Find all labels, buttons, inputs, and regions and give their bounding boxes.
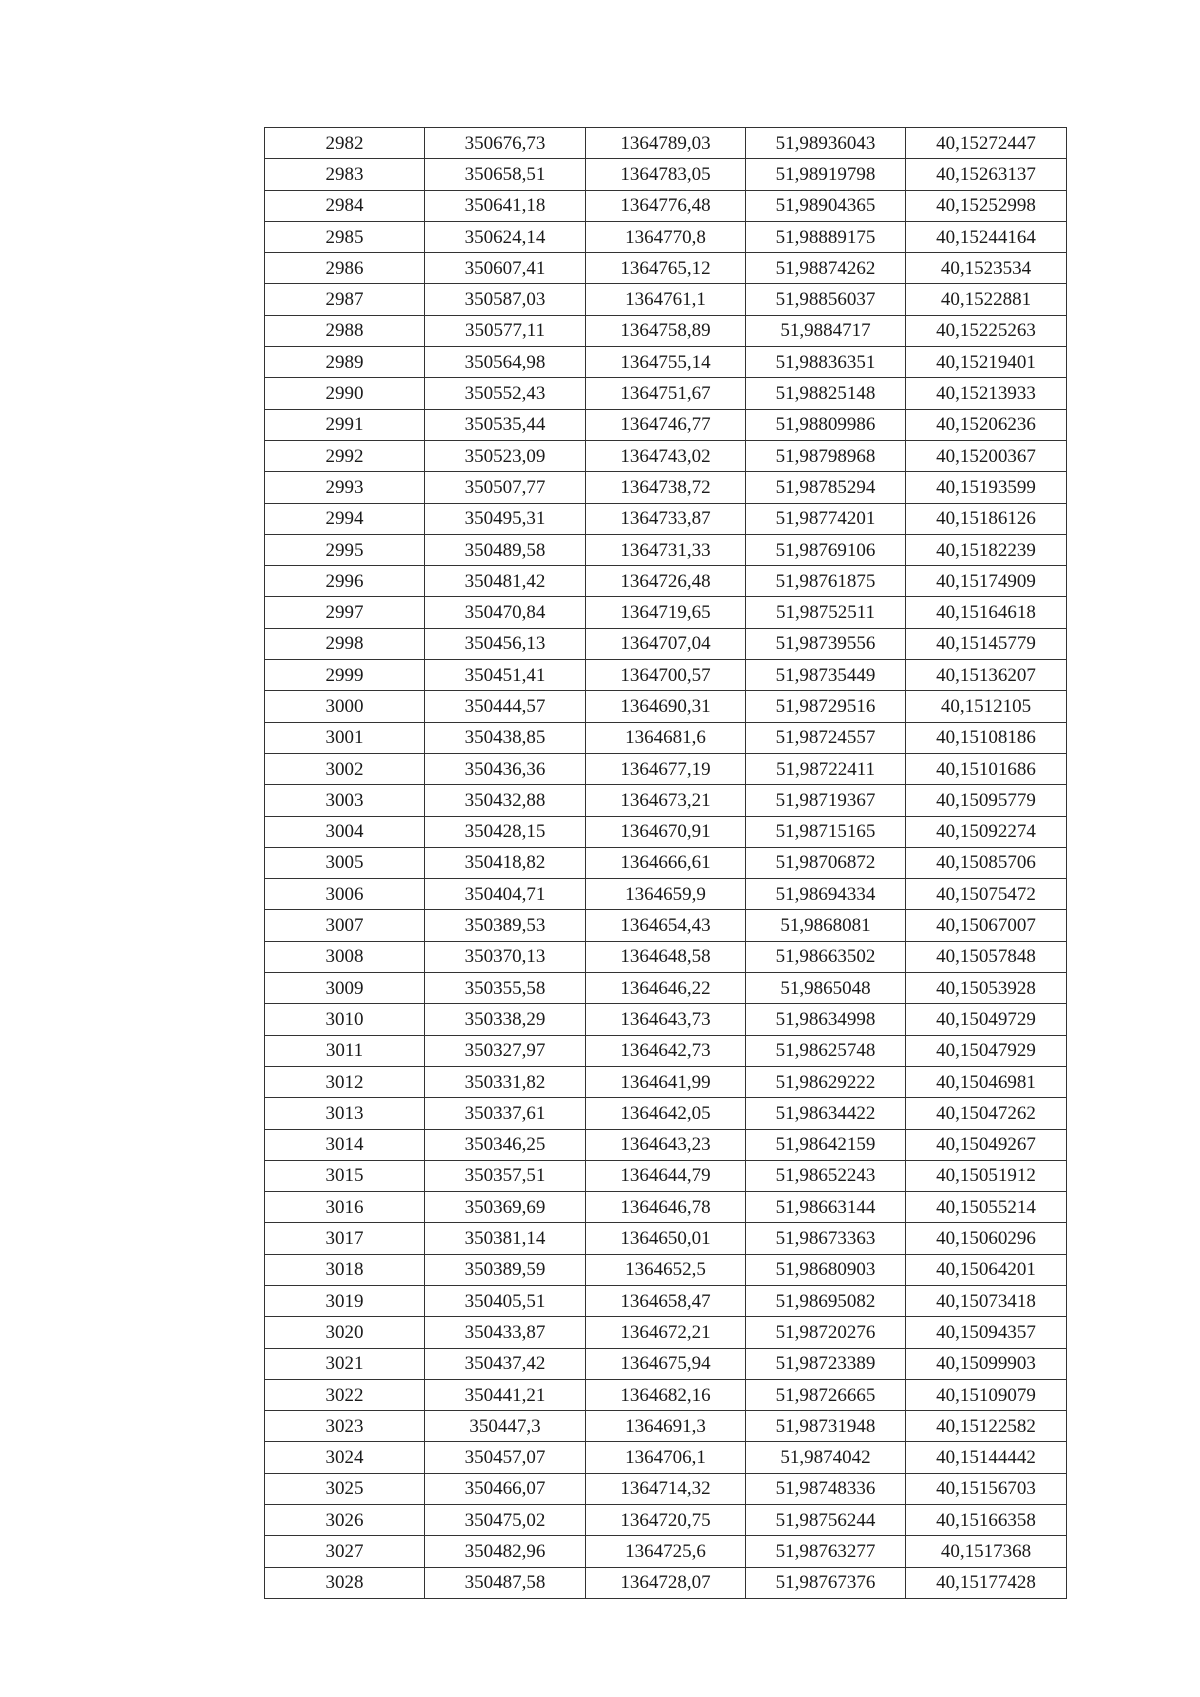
point-number-cell: 2993 — [265, 472, 425, 503]
point-number-cell: 3008 — [265, 941, 425, 972]
table-row — [265, 440, 1067, 471]
latitude-cell: 51,98825148 — [746, 378, 906, 409]
point-number-cell: 3023 — [265, 1411, 425, 1442]
table-row — [265, 1129, 1067, 1160]
y-coordinate-cell: 1364675,94 — [586, 1348, 746, 1379]
table-row — [265, 378, 1067, 409]
latitude-cell: 51,98785294 — [746, 472, 906, 503]
y-coordinate-cell: 1364770,8 — [586, 221, 746, 252]
latitude-cell: 51,98625748 — [746, 1035, 906, 1066]
x-coordinate-cell: 350475,02 — [425, 1505, 586, 1536]
table-row — [265, 409, 1067, 440]
latitude-cell: 51,98809986 — [746, 409, 906, 440]
table-row — [265, 910, 1067, 941]
table-row — [265, 472, 1067, 503]
x-coordinate-cell: 350456,13 — [425, 628, 586, 659]
table-row — [265, 190, 1067, 221]
x-coordinate-cell: 350451,41 — [425, 660, 586, 691]
table-row — [265, 566, 1067, 597]
x-coordinate-cell: 350389,53 — [425, 910, 586, 941]
x-coordinate-cell: 350552,43 — [425, 378, 586, 409]
x-coordinate-cell: 350482,96 — [425, 1536, 586, 1567]
y-coordinate-cell: 1364743,02 — [586, 440, 746, 471]
x-coordinate-cell: 350405,51 — [425, 1285, 586, 1316]
longitude-cell: 40,1523534 — [906, 253, 1067, 284]
latitude-cell: 51,9868081 — [746, 910, 906, 941]
point-number-cell: 3027 — [265, 1536, 425, 1567]
table-row — [265, 1066, 1067, 1097]
latitude-cell: 51,98663502 — [746, 941, 906, 972]
y-coordinate-cell: 1364783,05 — [586, 159, 746, 190]
table-row — [265, 816, 1067, 847]
x-coordinate-cell: 350481,42 — [425, 566, 586, 597]
table-row — [265, 973, 1067, 1004]
x-coordinate-cell: 350355,58 — [425, 973, 586, 1004]
x-coordinate-cell: 350404,71 — [425, 879, 586, 910]
latitude-cell: 51,98634422 — [746, 1098, 906, 1129]
y-coordinate-cell: 1364719,65 — [586, 597, 746, 628]
longitude-cell: 40,15122582 — [906, 1411, 1067, 1442]
longitude-cell: 40,15109079 — [906, 1379, 1067, 1410]
y-coordinate-cell: 1364720,75 — [586, 1505, 746, 1536]
table-row — [265, 1192, 1067, 1223]
x-coordinate-cell: 350338,29 — [425, 1004, 586, 1035]
y-coordinate-cell: 1364677,19 — [586, 753, 746, 784]
y-coordinate-cell: 1364670,91 — [586, 816, 746, 847]
table-row — [265, 1098, 1067, 1129]
latitude-cell: 51,98774201 — [746, 503, 906, 534]
point-number-cell: 3028 — [265, 1567, 425, 1598]
point-number-cell: 2985 — [265, 221, 425, 252]
longitude-cell: 40,15193599 — [906, 472, 1067, 503]
y-coordinate-cell: 1364726,48 — [586, 566, 746, 597]
point-number-cell: 3011 — [265, 1035, 425, 1066]
point-number-cell: 2996 — [265, 566, 425, 597]
x-coordinate-cell: 350346,25 — [425, 1129, 586, 1160]
longitude-cell: 40,15049729 — [906, 1004, 1067, 1035]
table-row — [265, 879, 1067, 910]
longitude-cell: 40,15200367 — [906, 440, 1067, 471]
longitude-cell: 40,15047262 — [906, 1098, 1067, 1129]
longitude-cell: 40,15145779 — [906, 628, 1067, 659]
longitude-cell: 40,15095779 — [906, 785, 1067, 816]
x-coordinate-cell: 350357,51 — [425, 1160, 586, 1191]
y-coordinate-cell: 1364776,48 — [586, 190, 746, 221]
latitude-cell: 51,98748336 — [746, 1473, 906, 1504]
y-coordinate-cell: 1364725,6 — [586, 1536, 746, 1567]
point-number-cell: 3012 — [265, 1066, 425, 1097]
y-coordinate-cell: 1364659,9 — [586, 879, 746, 910]
latitude-cell: 51,98763277 — [746, 1536, 906, 1567]
longitude-cell: 40,15101686 — [906, 753, 1067, 784]
x-coordinate-cell: 350607,41 — [425, 253, 586, 284]
y-coordinate-cell: 1364738,72 — [586, 472, 746, 503]
latitude-cell: 51,98919798 — [746, 159, 906, 190]
x-coordinate-cell: 350436,36 — [425, 753, 586, 784]
point-number-cell: 3002 — [265, 753, 425, 784]
point-number-cell: 3014 — [265, 1129, 425, 1160]
longitude-cell: 40,15244164 — [906, 221, 1067, 252]
point-number-cell: 2986 — [265, 253, 425, 284]
y-coordinate-cell: 1364650,01 — [586, 1223, 746, 1254]
point-number-cell: 3006 — [265, 879, 425, 910]
longitude-cell: 40,15272447 — [906, 128, 1067, 159]
latitude-cell: 51,98904365 — [746, 190, 906, 221]
y-coordinate-cell: 1364643,73 — [586, 1004, 746, 1035]
x-coordinate-cell: 350577,11 — [425, 315, 586, 346]
latitude-cell: 51,98856037 — [746, 284, 906, 315]
longitude-cell: 40,15219401 — [906, 347, 1067, 378]
latitude-cell: 51,98767376 — [746, 1567, 906, 1598]
longitude-cell: 40,15186126 — [906, 503, 1067, 534]
table-row — [265, 941, 1067, 972]
longitude-cell: 40,15213933 — [906, 378, 1067, 409]
longitude-cell: 40,15108186 — [906, 722, 1067, 753]
table-row — [265, 503, 1067, 534]
table-row — [265, 128, 1067, 159]
longitude-cell: 40,15136207 — [906, 660, 1067, 691]
latitude-cell: 51,9884717 — [746, 315, 906, 346]
latitude-cell: 51,98719367 — [746, 785, 906, 816]
x-coordinate-cell: 350624,14 — [425, 221, 586, 252]
point-number-cell: 2987 — [265, 284, 425, 315]
latitude-cell: 51,98634998 — [746, 1004, 906, 1035]
y-coordinate-cell: 1364654,43 — [586, 910, 746, 941]
point-number-cell: 3000 — [265, 691, 425, 722]
longitude-cell: 40,15166358 — [906, 1505, 1067, 1536]
y-coordinate-cell: 1364755,14 — [586, 347, 746, 378]
longitude-cell: 40,15174909 — [906, 566, 1067, 597]
latitude-cell: 51,98798968 — [746, 440, 906, 471]
y-coordinate-cell: 1364644,79 — [586, 1160, 746, 1191]
point-number-cell: 2991 — [265, 409, 425, 440]
x-coordinate-cell: 350507,77 — [425, 472, 586, 503]
longitude-cell: 40,15252998 — [906, 190, 1067, 221]
latitude-cell: 51,98629222 — [746, 1066, 906, 1097]
point-number-cell: 3017 — [265, 1223, 425, 1254]
point-number-cell: 2984 — [265, 190, 425, 221]
point-number-cell: 2992 — [265, 440, 425, 471]
longitude-cell: 40,15051912 — [906, 1160, 1067, 1191]
longitude-cell: 40,15060296 — [906, 1223, 1067, 1254]
latitude-cell: 51,9874042 — [746, 1442, 906, 1473]
table-row — [265, 722, 1067, 753]
table-row — [265, 159, 1067, 190]
latitude-cell: 51,98722411 — [746, 753, 906, 784]
x-coordinate-cell: 350327,97 — [425, 1035, 586, 1066]
longitude-cell: 40,15094357 — [906, 1317, 1067, 1348]
table-row — [265, 1035, 1067, 1066]
longitude-cell: 40,15099903 — [906, 1348, 1067, 1379]
x-coordinate-cell: 350389,59 — [425, 1254, 586, 1285]
point-number-cell: 2988 — [265, 315, 425, 346]
latitude-cell: 51,98724557 — [746, 722, 906, 753]
latitude-cell: 51,98720276 — [746, 1317, 906, 1348]
table-row — [265, 1379, 1067, 1410]
latitude-cell: 51,98723389 — [746, 1348, 906, 1379]
point-number-cell: 3025 — [265, 1473, 425, 1504]
table-row — [265, 660, 1067, 691]
latitude-cell: 51,98673363 — [746, 1223, 906, 1254]
x-coordinate-cell: 350444,57 — [425, 691, 586, 722]
point-number-cell: 3010 — [265, 1004, 425, 1035]
table-row — [265, 1254, 1067, 1285]
x-coordinate-cell: 350433,87 — [425, 1317, 586, 1348]
coordinate-table-body — [265, 128, 1067, 1599]
y-coordinate-cell: 1364658,47 — [586, 1285, 746, 1316]
y-coordinate-cell: 1364765,12 — [586, 253, 746, 284]
longitude-cell: 40,15092274 — [906, 816, 1067, 847]
latitude-cell: 51,98936043 — [746, 128, 906, 159]
point-number-cell: 3004 — [265, 816, 425, 847]
x-coordinate-cell: 350470,84 — [425, 597, 586, 628]
y-coordinate-cell: 1364758,89 — [586, 315, 746, 346]
y-coordinate-cell: 1364733,87 — [586, 503, 746, 534]
latitude-cell: 51,98889175 — [746, 221, 906, 252]
y-coordinate-cell: 1364690,31 — [586, 691, 746, 722]
y-coordinate-cell: 1364789,03 — [586, 128, 746, 159]
table-row — [265, 1411, 1067, 1442]
x-coordinate-cell: 350676,73 — [425, 128, 586, 159]
table-row — [265, 785, 1067, 816]
longitude-cell: 40,15156703 — [906, 1473, 1067, 1504]
latitude-cell: 51,9865048 — [746, 973, 906, 1004]
y-coordinate-cell: 1364728,07 — [586, 1567, 746, 1598]
point-number-cell: 3019 — [265, 1285, 425, 1316]
longitude-cell: 40,1517368 — [906, 1536, 1067, 1567]
y-coordinate-cell: 1364643,23 — [586, 1129, 746, 1160]
longitude-cell: 40,15055214 — [906, 1192, 1067, 1223]
longitude-cell: 40,15075472 — [906, 879, 1067, 910]
x-coordinate-cell: 350370,13 — [425, 941, 586, 972]
coordinate-table — [264, 127, 1067, 1599]
table-row — [265, 221, 1067, 252]
table-row — [265, 1567, 1067, 1598]
table-row — [265, 1536, 1067, 1567]
table-row — [265, 1473, 1067, 1504]
x-coordinate-cell: 350432,88 — [425, 785, 586, 816]
table-row — [265, 1348, 1067, 1379]
longitude-cell: 40,15047929 — [906, 1035, 1067, 1066]
table-row — [265, 847, 1067, 878]
x-coordinate-cell: 350369,69 — [425, 1192, 586, 1223]
y-coordinate-cell: 1364746,77 — [586, 409, 746, 440]
point-number-cell: 3020 — [265, 1317, 425, 1348]
y-coordinate-cell: 1364666,61 — [586, 847, 746, 878]
y-coordinate-cell: 1364648,58 — [586, 941, 746, 972]
y-coordinate-cell: 1364731,33 — [586, 534, 746, 565]
longitude-cell: 40,15073418 — [906, 1285, 1067, 1316]
latitude-cell: 51,98761875 — [746, 566, 906, 597]
longitude-cell: 40,15206236 — [906, 409, 1067, 440]
x-coordinate-cell: 350535,44 — [425, 409, 586, 440]
table-row — [265, 1285, 1067, 1316]
x-coordinate-cell: 350438,85 — [425, 722, 586, 753]
table-row — [265, 347, 1067, 378]
latitude-cell: 51,98642159 — [746, 1129, 906, 1160]
latitude-cell: 51,98680903 — [746, 1254, 906, 1285]
longitude-cell: 40,15049267 — [906, 1129, 1067, 1160]
longitude-cell: 40,15177428 — [906, 1567, 1067, 1598]
longitude-cell: 40,15064201 — [906, 1254, 1067, 1285]
x-coordinate-cell: 350487,58 — [425, 1567, 586, 1598]
longitude-cell: 40,15182239 — [906, 534, 1067, 565]
latitude-cell: 51,98731948 — [746, 1411, 906, 1442]
longitude-cell: 40,15225263 — [906, 315, 1067, 346]
point-number-cell: 3007 — [265, 910, 425, 941]
x-coordinate-cell: 350428,15 — [425, 816, 586, 847]
x-coordinate-cell: 350489,58 — [425, 534, 586, 565]
point-number-cell: 3024 — [265, 1442, 425, 1473]
longitude-cell: 40,15046981 — [906, 1066, 1067, 1097]
point-number-cell: 3021 — [265, 1348, 425, 1379]
y-coordinate-cell: 1364642,05 — [586, 1098, 746, 1129]
y-coordinate-cell: 1364681,6 — [586, 722, 746, 753]
table-row — [265, 1442, 1067, 1473]
table-row — [265, 1004, 1067, 1035]
y-coordinate-cell: 1364646,78 — [586, 1192, 746, 1223]
latitude-cell: 51,98729516 — [746, 691, 906, 722]
y-coordinate-cell: 1364641,99 — [586, 1066, 746, 1097]
latitude-cell: 51,98836351 — [746, 347, 906, 378]
point-number-cell: 2994 — [265, 503, 425, 534]
x-coordinate-cell: 350381,14 — [425, 1223, 586, 1254]
y-coordinate-cell: 1364707,04 — [586, 628, 746, 659]
latitude-cell: 51,98663144 — [746, 1192, 906, 1223]
latitude-cell: 51,98652243 — [746, 1160, 906, 1191]
table-row — [265, 1505, 1067, 1536]
x-coordinate-cell: 350466,07 — [425, 1473, 586, 1504]
longitude-cell: 40,1512105 — [906, 691, 1067, 722]
latitude-cell: 51,98739556 — [746, 628, 906, 659]
latitude-cell: 51,98752511 — [746, 597, 906, 628]
point-number-cell: 3013 — [265, 1098, 425, 1129]
point-number-cell: 3003 — [265, 785, 425, 816]
latitude-cell: 51,98694334 — [746, 879, 906, 910]
y-coordinate-cell: 1364682,16 — [586, 1379, 746, 1410]
point-number-cell: 2998 — [265, 628, 425, 659]
table-row — [265, 284, 1067, 315]
point-number-cell: 3015 — [265, 1160, 425, 1191]
table-row — [265, 315, 1067, 346]
x-coordinate-cell: 350658,51 — [425, 159, 586, 190]
y-coordinate-cell: 1364751,67 — [586, 378, 746, 409]
x-coordinate-cell: 350587,03 — [425, 284, 586, 315]
y-coordinate-cell: 1364673,21 — [586, 785, 746, 816]
table-row — [265, 1317, 1067, 1348]
table-row — [265, 1160, 1067, 1191]
point-number-cell: 2982 — [265, 128, 425, 159]
table-row — [265, 253, 1067, 284]
y-coordinate-cell: 1364714,32 — [586, 1473, 746, 1504]
latitude-cell: 51,98756244 — [746, 1505, 906, 1536]
y-coordinate-cell: 1364691,3 — [586, 1411, 746, 1442]
table-row — [265, 1223, 1067, 1254]
point-number-cell: 2983 — [265, 159, 425, 190]
point-number-cell: 3001 — [265, 722, 425, 753]
point-number-cell: 2999 — [265, 660, 425, 691]
x-coordinate-cell: 350441,21 — [425, 1379, 586, 1410]
longitude-cell: 40,15085706 — [906, 847, 1067, 878]
longitude-cell: 40,15053928 — [906, 973, 1067, 1004]
x-coordinate-cell: 350437,42 — [425, 1348, 586, 1379]
point-number-cell: 3009 — [265, 973, 425, 1004]
y-coordinate-cell: 1364761,1 — [586, 284, 746, 315]
x-coordinate-cell: 350447,3 — [425, 1411, 586, 1442]
longitude-cell: 40,15164618 — [906, 597, 1067, 628]
table-row — [265, 691, 1067, 722]
point-number-cell: 3005 — [265, 847, 425, 878]
table-row — [265, 597, 1067, 628]
longitude-cell: 40,15057848 — [906, 941, 1067, 972]
y-coordinate-cell: 1364646,22 — [586, 973, 746, 1004]
longitude-cell: 40,1522881 — [906, 284, 1067, 315]
table-row — [265, 753, 1067, 784]
longitude-cell: 40,15067007 — [906, 910, 1067, 941]
y-coordinate-cell: 1364672,21 — [586, 1317, 746, 1348]
x-coordinate-cell: 350331,82 — [425, 1066, 586, 1097]
x-coordinate-cell: 350337,61 — [425, 1098, 586, 1129]
point-number-cell: 3026 — [265, 1505, 425, 1536]
table-row — [265, 534, 1067, 565]
point-number-cell: 2990 — [265, 378, 425, 409]
x-coordinate-cell: 350457,07 — [425, 1442, 586, 1473]
x-coordinate-cell: 350495,31 — [425, 503, 586, 534]
y-coordinate-cell: 1364652,5 — [586, 1254, 746, 1285]
point-number-cell: 3016 — [265, 1192, 425, 1223]
latitude-cell: 51,98715165 — [746, 816, 906, 847]
latitude-cell: 51,98726665 — [746, 1379, 906, 1410]
y-coordinate-cell: 1364700,57 — [586, 660, 746, 691]
x-coordinate-cell: 350564,98 — [425, 347, 586, 378]
latitude-cell: 51,98874262 — [746, 253, 906, 284]
x-coordinate-cell: 350418,82 — [425, 847, 586, 878]
longitude-cell: 40,15144442 — [906, 1442, 1067, 1473]
latitude-cell: 51,98695082 — [746, 1285, 906, 1316]
table-row — [265, 628, 1067, 659]
y-coordinate-cell: 1364642,73 — [586, 1035, 746, 1066]
latitude-cell: 51,98769106 — [746, 534, 906, 565]
x-coordinate-cell: 350523,09 — [425, 440, 586, 471]
x-coordinate-cell: 350641,18 — [425, 190, 586, 221]
point-number-cell: 2989 — [265, 347, 425, 378]
point-number-cell: 3022 — [265, 1379, 425, 1410]
point-number-cell: 3018 — [265, 1254, 425, 1285]
y-coordinate-cell: 1364706,1 — [586, 1442, 746, 1473]
point-number-cell: 2995 — [265, 534, 425, 565]
longitude-cell: 40,15263137 — [906, 159, 1067, 190]
latitude-cell: 51,98706872 — [746, 847, 906, 878]
latitude-cell: 51,98735449 — [746, 660, 906, 691]
point-number-cell: 2997 — [265, 597, 425, 628]
